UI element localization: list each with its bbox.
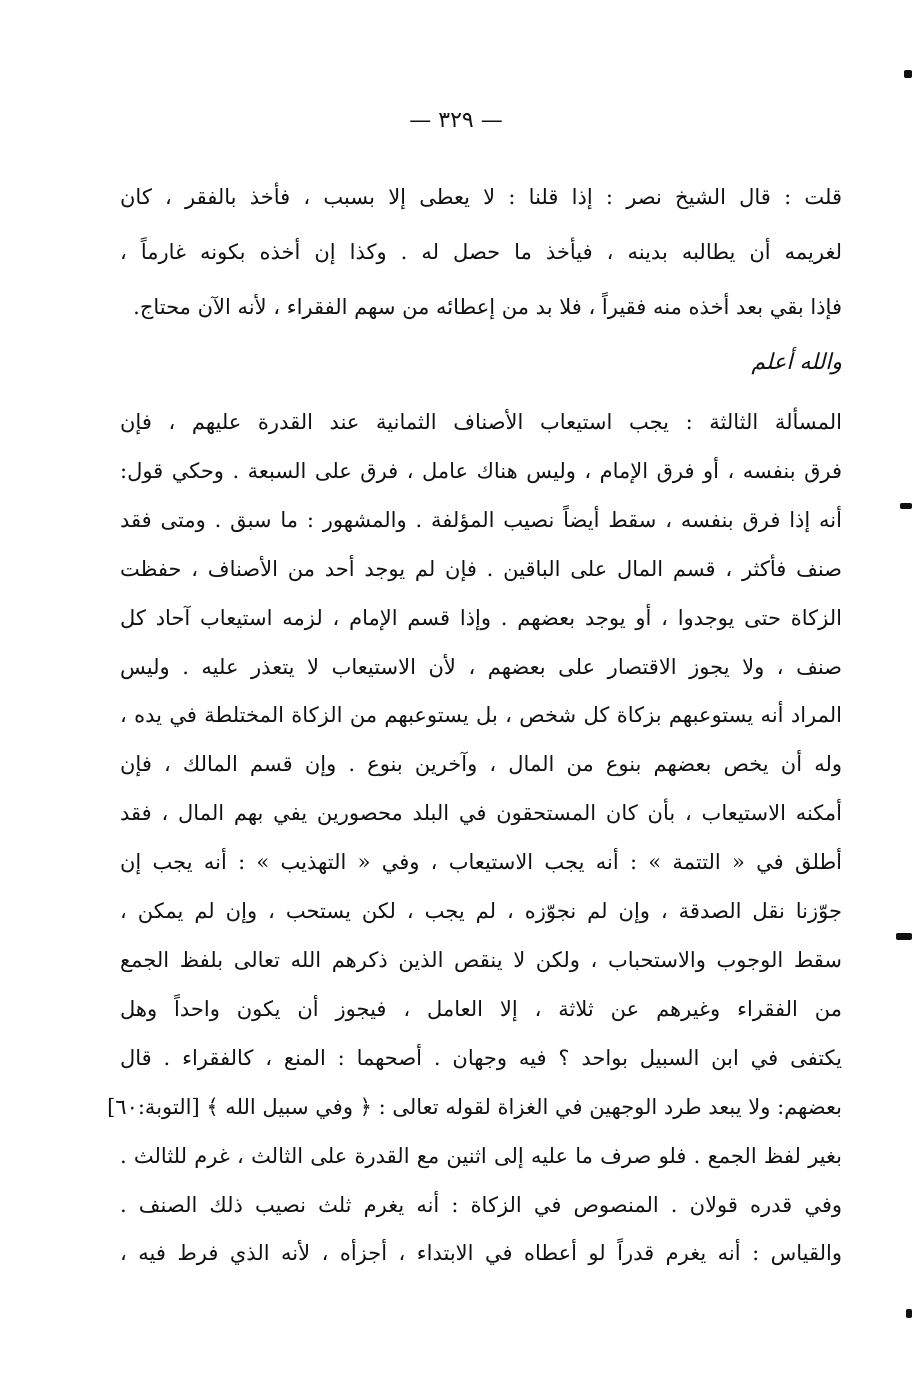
text-line: وله أن يخص بعضهم بنوع من المال ، وآخرين بنوع . وإن قسم المالك ، فإن [120,752,842,777]
text-line: يكتفى في ابن السبيل بواحد ؟ فيه وجهان . أصحهما : المنع ، كالفقراء . قال [120,1045,842,1070]
scan-edge-mark [900,503,912,509]
text-line: أنه إذا فرق بنفسه ، سقط أيضاً نصيب المؤلفة . والمشهور : ما سبق . ومتى فقد [120,507,842,532]
text-line: قلت : قال الشيخ نصر : إذا قلنا : لا يعطى إلا بسبب ، فأخذ بالفقر ، كان [120,185,842,209]
text-line: الزكاة حتى يوجدوا ، أو يوجد بعضهم . وإذا قسم الإمام ، لزمه استيعاب آحاد كل [120,605,842,630]
text-line: صنف ، ولا يجوز الاقتصار على بعضهم ، لأن الاستيعاب لا يتعذر عليه . وليس [120,654,842,679]
text-line: من الفقراء وغيرهم عن ثلاثة ، إلا العامل ، فيجوز أن يكون واحداً وهل [120,996,842,1021]
text-line: بعضهم: ولا يبعد طرد الوجهين في الغزاة لقوله تعالى : ﴿ وفي سبيل الله ﴾ [التوبة:٦٠] [107,1094,842,1119]
text-line: المسألة الثالثة : يجب استيعاب الأصناف الثمانية عند القدرة عليهم ، فإن [120,410,842,434]
text-line: أطلق في « التتمة » : أنه يجب الاستيعاب ، وفي « التهذيب » : أنه يجب إن [120,850,842,875]
scan-edge-mark [904,70,912,78]
text-line: صنف فأكثر ، قسم المال على الباقين . فإن لم يوجد أحد من الأصناف ، حفظت [120,556,842,581]
text-line: سقط الوجوب والاستحباب ، ولكن لا ينقص الذين ذكرهم الله تعالى بلفظ الجمع [120,947,842,972]
text-line: والقياس : أنه يغرم قدراً لو أعطاه في الابتداء ، أجزأه ، لأنه الذي فرط فيه ، [120,1241,842,1266]
text-line: أمكنه الاستيعاب ، بأن كان المستحقون في البلد محصورين يفي بهم المال ، فقد [120,801,842,826]
text-line: المراد أنه يستوعبهم بزكاة كل شخص ، بل يستوعبهم من الزكاة المختلطة في يده ، [120,703,842,728]
scan-edge-mark [906,1309,912,1318]
text-line: فإذا بقي بعد أخذه منه فقيراً ، فلا بد من إعطائه من سهم الفقراء ، لأنه الآن محتاج. [133,295,842,319]
text-line: وفي قدره قولان . المنصوص في الزكاة : أنه يغرم ثلث نصيب ذلك الصنف . [120,1192,842,1217]
scan-edge-mark [896,933,912,940]
section-2-paragraph [107,398,842,1278]
text-line: بغير لفظ الجمع . فلو صرف ما عليه إلى اثنين مع القدرة على الثالث ، غرم للثالث . [120,1143,842,1168]
signoff: والله أعلم [751,350,842,375]
section-1-paragraph [120,170,842,390]
text-line: لغريمه أن يطالبه بدينه ، فيأخذ ما حصل له . وكذا إن أخذه بكونه غارماً ، [120,240,842,264]
page-number: — ٣٢٩ — [409,108,503,133]
text-line: جوّزنا نقل الصدقة ، وإن لم نجوّزه ، لم يجب ، لكن يستحب ، وإن لم يمكن ، [120,899,842,924]
text-line: فرق بنفسه ، أو فرق الإمام ، وليس هناك عامل ، فرق على السبعة . وحكي قول: [120,458,842,483]
